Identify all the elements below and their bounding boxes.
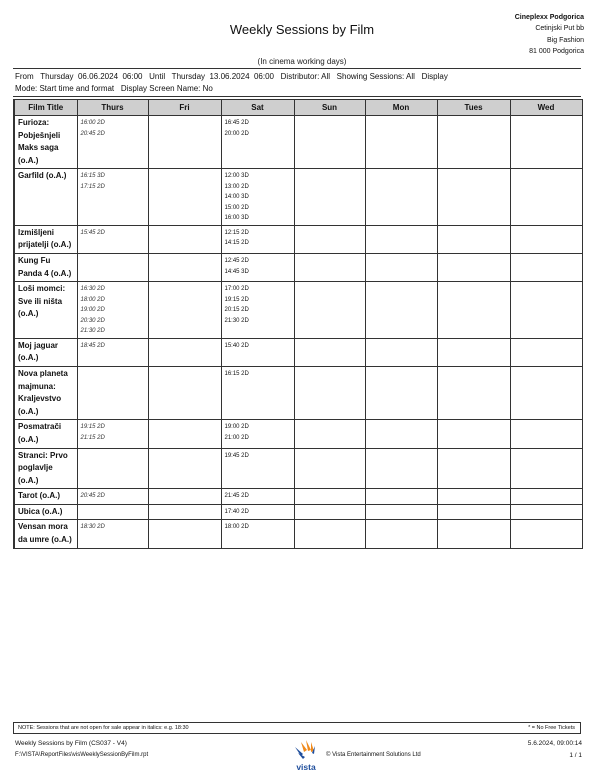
vista-logo-icon: [289, 738, 323, 772]
session-cell: [77, 169, 148, 226]
session-time: 18:00 2D: [224, 524, 249, 531]
session-cell: [510, 366, 582, 419]
session-time: 21:00 2D: [224, 434, 249, 441]
session-cell: [77, 338, 148, 366]
session-cell: [294, 520, 365, 548]
session-cell: [77, 254, 148, 282]
session-time: 12:00 3D: [224, 173, 249, 180]
session-cell: [77, 520, 148, 548]
session-time: 16:15 3D: [80, 173, 105, 180]
session-cell: [221, 169, 294, 226]
session-cell: [294, 489, 365, 505]
session-cell: [510, 116, 582, 169]
table-row: [14, 225, 582, 253]
session-cell: [510, 254, 582, 282]
session-time: 14:45 3D: [224, 268, 249, 275]
session-cell: [437, 338, 510, 366]
session-time: 15:45 2D: [80, 229, 105, 236]
company-name: Cineplexx Podgorica: [514, 14, 584, 21]
film-title: Tarot (o.A.): [14, 489, 77, 505]
header-rule: [13, 68, 581, 69]
session-cell: [221, 366, 294, 419]
session-time: 17:40 2D: [224, 508, 249, 515]
table-row: [14, 504, 582, 520]
session-time: 15:40 2D: [224, 342, 249, 349]
company-address-line: Cetinjski Put bb: [535, 25, 584, 33]
session-cell: [148, 282, 221, 339]
footer-print-date: 5.6.2024, 09:00:14: [527, 740, 582, 747]
film-title: Stranci: Prvo poglavlje (o.A.): [14, 448, 77, 489]
session-cell: [437, 489, 510, 505]
film-title: Kung Fu Panda 4 (o.A.): [14, 254, 77, 282]
session-cell: [294, 225, 365, 253]
session-cell: [294, 254, 365, 282]
film-title: Moj jaguar (o.A.): [14, 338, 77, 366]
session-cell: [437, 448, 510, 489]
table-row: [14, 169, 582, 226]
column-header-thurs: Thurs: [77, 100, 148, 116]
session-time: 20:30 2D: [80, 317, 105, 324]
session-cell: [294, 169, 365, 226]
sessions-table: [13, 99, 583, 549]
company-address-line: Big Fashion: [547, 36, 584, 44]
session-cell: [365, 116, 437, 169]
session-time: 17:15 2D: [80, 183, 105, 190]
session-cell: [221, 282, 294, 339]
session-cell: [294, 116, 365, 169]
italics-note: [13, 722, 581, 734]
session-cell: [148, 448, 221, 489]
session-time: 20:15 2D: [224, 307, 249, 314]
session-cell: [365, 282, 437, 339]
session-cell: [221, 116, 294, 169]
session-time: 12:45 2D: [224, 258, 249, 265]
table-row: [14, 420, 582, 448]
session-cell: [294, 504, 365, 520]
session-cell: [437, 282, 510, 339]
session-time: 18:30 2D: [80, 524, 105, 531]
session-time: 14:15 2D: [224, 240, 249, 247]
session-cell: [365, 489, 437, 505]
table-row: [14, 116, 582, 169]
session-time: 12:15 2D: [224, 229, 249, 236]
session-cell: [437, 225, 510, 253]
footer-page-number: 1 / 1: [569, 752, 582, 759]
session-time: 20:45 2D: [80, 493, 105, 500]
session-cell: [437, 420, 510, 448]
session-cell: [221, 338, 294, 366]
session-cell: [148, 520, 221, 548]
film-title: Ubica (o.A.): [14, 504, 77, 520]
session-time: 19:00 2D: [224, 424, 249, 431]
session-cell: [148, 338, 221, 366]
session-cell: [437, 520, 510, 548]
session-cell: [77, 282, 148, 339]
session-cell: [294, 366, 365, 419]
session-time: 21:30 2D: [80, 328, 105, 335]
column-header-film-title: Film Title: [14, 100, 77, 116]
session-cell: [365, 520, 437, 548]
session-cell: [221, 520, 294, 548]
session-cell: [365, 366, 437, 419]
column-header-wed: Wed: [510, 100, 582, 116]
session-cell: [148, 225, 221, 253]
table-row: [14, 489, 582, 505]
report-subtitle: (In cinema working days): [257, 57, 347, 66]
session-cell: [437, 254, 510, 282]
session-cell: [221, 225, 294, 253]
session-cell: [77, 420, 148, 448]
column-header-tues: Tues: [437, 100, 510, 116]
session-cell: [77, 366, 148, 419]
note-text: NOTE: Sessions that are not open for sale appear in italics: e.g. 18:30: [18, 725, 189, 731]
session-cell: [148, 116, 221, 169]
session-cell: [294, 420, 365, 448]
session-cell: [365, 504, 437, 520]
vista-logo-text: vista: [296, 762, 316, 772]
table-row: [14, 338, 582, 366]
session-time: 19:00 2D: [80, 307, 105, 314]
table-row: [14, 520, 582, 548]
session-cell: [148, 420, 221, 448]
session-cell: [77, 489, 148, 505]
film-title: Furioza: Pobješnjeli Maks saga (o.A.): [14, 116, 77, 169]
session-cell: [148, 504, 221, 520]
session-cell: [148, 254, 221, 282]
session-cell: [294, 338, 365, 366]
session-cell: [77, 504, 148, 520]
session-cell: [437, 366, 510, 419]
session-cell: [437, 504, 510, 520]
report-parameters: Mode: Start time and format Display Screen Name: No: [15, 84, 213, 93]
session-time: 16:30 2D: [80, 286, 105, 293]
footer-copyright: © Vista Entertainment Solutions Ltd: [326, 752, 421, 758]
table-header-row: [14, 100, 582, 116]
table-row: [14, 282, 582, 339]
session-cell: [365, 225, 437, 253]
column-header-sat: Sat: [221, 100, 294, 116]
session-time: 19:45 2D: [224, 452, 249, 459]
session-cell: [510, 282, 582, 339]
film-title: Vensan mora da umre (o.A.): [14, 520, 77, 548]
session-time: 20:00 2D: [224, 130, 249, 137]
session-cell: [148, 169, 221, 226]
session-time: 14:00 3D: [224, 194, 249, 201]
table-row: [14, 448, 582, 489]
session-time: 18:45 2D: [80, 342, 105, 349]
session-time: 16:15 2D: [224, 370, 249, 377]
session-time: 19:15 2D: [224, 296, 249, 303]
session-cell: [365, 420, 437, 448]
session-cell: [221, 448, 294, 489]
session-time: 21:45 2D: [224, 493, 249, 500]
column-header-fri: Fri: [148, 100, 221, 116]
film-title: Nova planeta majmuna: Kraljevstvo (o.A.): [14, 366, 77, 419]
session-cell: [365, 448, 437, 489]
session-cell: [77, 116, 148, 169]
session-time: 21:30 2D: [224, 317, 249, 324]
session-time: 16:45 2D: [224, 120, 249, 126]
session-cell: [77, 225, 148, 253]
session-time: 18:00 2D: [80, 296, 105, 303]
session-cell: [148, 366, 221, 419]
session-cell: [221, 489, 294, 505]
session-cell: [294, 448, 365, 489]
report-title: Weekly Sessions by Film: [229, 22, 375, 37]
session-cell: [510, 420, 582, 448]
session-time: 21:15 2D: [80, 434, 105, 441]
session-cell: [148, 489, 221, 505]
session-cell: [437, 169, 510, 226]
table-row: [14, 366, 582, 419]
session-cell: [221, 420, 294, 448]
session-time: 20:45 2D: [80, 130, 105, 137]
column-header-sun: Sun: [294, 100, 365, 116]
session-cell: [221, 504, 294, 520]
session-cell: [510, 338, 582, 366]
film-title: Izmišljeni prijatelji (o.A.): [14, 225, 77, 253]
footer-file-path: F:\VISTA\ReportFiles\visWeeklySessionByFilm.rpt: [15, 752, 149, 758]
session-cell: [510, 504, 582, 520]
session-cell: [221, 254, 294, 282]
report-parameters: From Thursday 06.06.2024 06:00 Until Thursday 13.06.2024 06:00 Distributor: All Showing Sessions: All Display: [15, 72, 448, 81]
session-time: 17:00 2D: [224, 286, 249, 293]
session-cell: [365, 169, 437, 226]
session-time: 16:00 2D: [80, 120, 105, 126]
session-cell: [510, 169, 582, 226]
session-cell: [510, 225, 582, 253]
session-cell: [294, 282, 365, 339]
company-address: [515, 12, 584, 58]
session-cell: [365, 338, 437, 366]
footer-report-name: Weekly Sessions by Film (CS037 - V4): [15, 740, 127, 747]
film-title: Loši momci: Sve ili ništa (o.A.): [14, 282, 77, 339]
session-time: 15:00 2D: [224, 204, 249, 211]
company-address-line: 81 000 Podgorica: [529, 48, 584, 56]
session-time: 19:15 2D: [80, 424, 105, 431]
no-free-tickets-legend: * = No Free Tickets: [528, 725, 575, 731]
film-title: Posmatrači (o.A.): [14, 420, 77, 448]
session-cell: [77, 448, 148, 489]
session-cell: [365, 254, 437, 282]
session-cell: [510, 489, 582, 505]
film-title: Garfild (o.A.): [14, 169, 77, 226]
session-time: 13:00 2D: [224, 183, 249, 190]
column-header-mon: Mon: [365, 100, 437, 116]
session-cell: [437, 116, 510, 169]
session-cell: [510, 520, 582, 548]
session-time: 16:00 3D: [224, 215, 249, 222]
header-rule: [13, 96, 581, 97]
session-cell: [510, 448, 582, 489]
table-row: [14, 254, 582, 282]
